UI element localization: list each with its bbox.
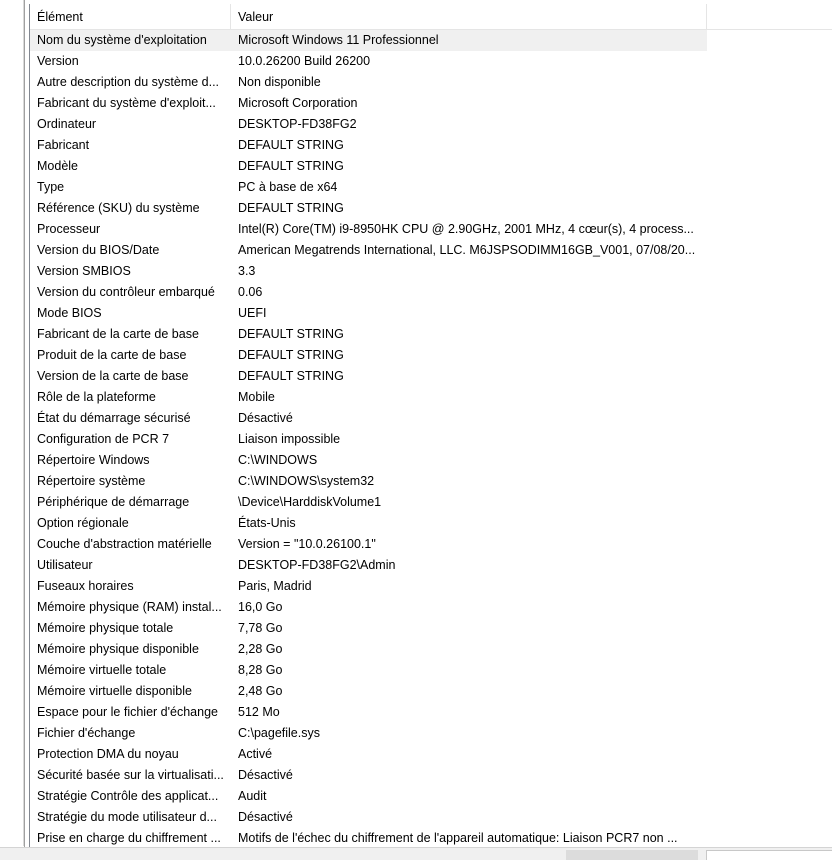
table-row[interactable] — [30, 450, 707, 471]
table-row[interactable] — [30, 471, 707, 492]
row-value-cell: 512 Mo — [238, 705, 280, 719]
row-element-cell: Mémoire physique (RAM) instal... — [37, 600, 222, 614]
row-element-cell: Mémoire virtuelle disponible — [37, 684, 192, 698]
table-row[interactable] — [30, 744, 707, 765]
table-row[interactable] — [30, 555, 707, 576]
row-element-cell: Protection DMA du noyau — [37, 747, 179, 761]
row-element-cell: Fichier d'échange — [37, 726, 136, 740]
category-tree-pane[interactable] — [0, 0, 25, 860]
row-element-cell: Mode BIOS — [37, 306, 102, 320]
table-row[interactable] — [30, 261, 707, 282]
row-element-cell: Fuseaux horaires — [37, 579, 134, 593]
row-element-cell: Fabricant de la carte de base — [37, 327, 199, 341]
row-value-cell: 7,78 Go — [238, 621, 283, 635]
row-element-cell: Produit de la carte de base — [37, 348, 187, 362]
row-element-cell: Version du contrôleur embarqué — [37, 285, 215, 299]
table-row[interactable] — [30, 429, 707, 450]
row-value-cell: DEFAULT STRING — [238, 327, 344, 341]
table-row[interactable] — [30, 681, 707, 702]
table-row[interactable] — [30, 576, 707, 597]
table-row[interactable] — [30, 219, 707, 240]
row-value-cell: Mobile — [238, 390, 275, 404]
row-element-cell: Mémoire physique totale — [37, 621, 174, 635]
row-element-cell: Fabricant du système d'exploit... — [37, 96, 216, 110]
table-row[interactable] — [30, 786, 707, 807]
row-value-cell: Version = "10.0.26100.1" — [238, 537, 376, 551]
table-row[interactable] — [30, 492, 707, 513]
table-row[interactable] — [30, 324, 707, 345]
table-row[interactable] — [30, 723, 707, 744]
table-row[interactable] — [30, 156, 707, 177]
row-value-cell: American Megatrends International, LLC. M6JSPSODIMM16GB_V001, 07/08/20... — [238, 243, 696, 257]
table-row[interactable] — [30, 114, 707, 135]
row-value-cell: DESKTOP-FD38FG2\Admin — [238, 558, 396, 572]
row-value-cell: Paris, Madrid — [238, 579, 312, 593]
table-row[interactable] — [30, 513, 707, 534]
table-row[interactable] — [30, 807, 707, 828]
table-row[interactable] — [30, 30, 707, 51]
row-element-cell: Sécurité basée sur la virtualisati... — [37, 768, 224, 782]
table-row[interactable] — [30, 408, 707, 429]
row-value-cell: 3.3 — [238, 264, 256, 278]
table-row[interactable] — [30, 660, 707, 681]
row-value-cell: DEFAULT STRING — [238, 138, 344, 152]
row-element-cell: Mémoire virtuelle totale — [37, 663, 167, 677]
row-element-cell: Utilisateur — [37, 558, 93, 572]
table-row[interactable] — [30, 72, 707, 93]
table-row[interactable] — [30, 240, 707, 261]
row-element-cell: Version de la carte de base — [37, 369, 189, 383]
row-element-cell: Ordinateur — [37, 117, 97, 131]
row-value-cell: PC à base de x64 — [238, 180, 338, 194]
row-value-cell: DEFAULT STRING — [238, 159, 344, 173]
table-row[interactable] — [30, 618, 707, 639]
table-row[interactable] — [30, 198, 707, 219]
tree-pane-border — [0, 0, 24, 846]
scrollbar-thumb[interactable] — [566, 850, 698, 860]
list-rows — [30, 30, 832, 847]
list-header — [30, 4, 832, 30]
row-element-cell: Autre description du système d... — [37, 75, 220, 89]
table-row[interactable] — [30, 93, 707, 114]
row-value-cell: 2,28 Go — [238, 642, 283, 656]
row-element-cell: Espace pour le fichier d'échange — [37, 705, 218, 719]
row-value-cell: 8,28 Go — [238, 663, 283, 677]
row-value-cell: Audit — [238, 789, 267, 803]
row-value-cell: UEFI — [238, 306, 267, 320]
row-element-cell: Processeur — [37, 222, 101, 236]
row-value-cell: DESKTOP-FD38FG2 — [238, 117, 357, 131]
row-element-cell: Version du BIOS/Date — [37, 243, 160, 257]
row-value-cell: Activé — [238, 747, 273, 761]
status-area — [706, 850, 832, 860]
row-element-cell: Répertoire système — [37, 474, 146, 488]
row-element-cell: Périphérique de démarrage — [37, 495, 190, 509]
row-element-cell: Type — [37, 180, 65, 194]
row-value-cell: C:\WINDOWS — [238, 453, 318, 467]
row-element-cell: Répertoire Windows — [37, 453, 150, 467]
row-value-cell: Liaison impossible — [238, 432, 341, 446]
table-row[interactable] — [30, 177, 707, 198]
table-row[interactable] — [30, 702, 707, 723]
column-header-element[interactable]: Élément — [30, 4, 231, 29]
row-value-cell: Désactivé — [238, 411, 293, 425]
row-value-cell: C:\pagefile.sys — [238, 726, 320, 740]
row-element-cell: État du démarrage sécurisé — [37, 411, 191, 425]
row-element-cell: Version — [37, 54, 79, 68]
row-element-cell: Prise en charge du chiffrement ... — [37, 831, 221, 845]
system-summary-list[interactable] — [29, 4, 832, 847]
row-element-cell: Mémoire physique disponible — [37, 642, 199, 656]
table-row[interactable] — [30, 597, 707, 618]
row-value-cell: 10.0.26200 Build 26200 — [238, 54, 371, 68]
row-element-cell: Référence (SKU) du système — [37, 201, 200, 215]
row-value-cell: DEFAULT STRING — [238, 348, 344, 362]
row-value-cell: Désactivé — [238, 768, 293, 782]
row-element-cell: Version SMBIOS — [37, 264, 131, 278]
row-element-cell: Rôle de la plateforme — [37, 390, 156, 404]
row-value-cell: DEFAULT STRING — [238, 201, 344, 215]
row-value-cell: 2,48 Go — [238, 684, 283, 698]
table-row[interactable] — [30, 366, 707, 387]
table-row[interactable] — [30, 534, 707, 555]
table-row[interactable] — [30, 345, 707, 366]
column-header-value[interactable]: Valeur — [231, 4, 707, 29]
row-element-cell: Modèle — [37, 159, 78, 173]
row-element-cell: Stratégie du mode utilisateur d... — [37, 810, 217, 824]
row-value-cell: Microsoft Windows 11 Professionnel — [238, 33, 439, 47]
table-row[interactable] — [30, 303, 707, 324]
row-element-cell: Stratégie Contrôle des applicat... — [37, 789, 219, 803]
table-row[interactable] — [30, 765, 707, 786]
row-value-cell: Intel(R) Core(TM) i9-8950HK CPU @ 2.90GHz, 2001 MHz, 4 cœur(s), 4 process... — [238, 222, 694, 236]
table-row[interactable] — [30, 51, 707, 72]
row-element-cell: Couche d'abstraction matérielle — [37, 537, 212, 551]
row-element-cell: Option régionale — [37, 516, 129, 530]
row-value-cell: États-Unis — [238, 516, 296, 530]
row-value-cell: Motifs de l'échec du chiffrement de l'appareil automatique: Liaison PCR7 non ... — [238, 831, 678, 845]
row-element-cell: Configuration de PCR 7 — [37, 432, 170, 446]
table-row[interactable] — [30, 639, 707, 660]
table-row[interactable] — [30, 828, 707, 847]
table-row[interactable] — [30, 387, 707, 408]
table-row[interactable] — [30, 135, 707, 156]
table-row[interactable] — [30, 282, 707, 303]
row-value-cell: Désactivé — [238, 810, 293, 824]
row-value-cell: 16,0 Go — [238, 600, 283, 614]
row-value-cell: DEFAULT STRING — [238, 369, 344, 383]
row-value-cell: \Device\HarddiskVolume1 — [238, 495, 382, 509]
row-value-cell: Non disponible — [238, 75, 321, 89]
row-value-cell: Microsoft Corporation — [238, 96, 358, 110]
row-value-cell: C:\WINDOWS\system32 — [238, 474, 375, 488]
row-value-cell: 0.06 — [238, 285, 263, 299]
row-element-cell: Fabricant — [37, 138, 90, 152]
row-element-cell: Nom du système d'exploitation — [37, 33, 207, 47]
